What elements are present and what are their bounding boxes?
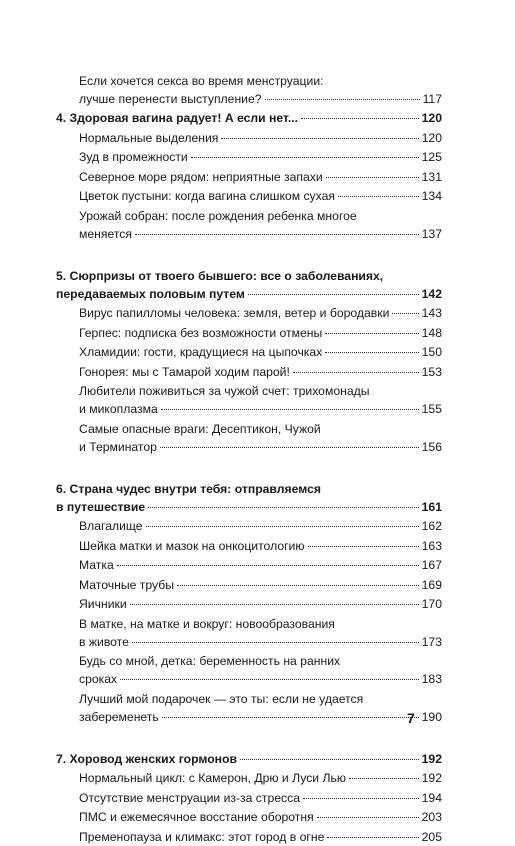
toc-section-entry	[56, 363, 442, 381]
toc-section-entry	[56, 537, 442, 555]
toc-chapter-entry	[56, 750, 442, 768]
toc-entry-title: Маточные трубы	[79, 577, 174, 592]
dot-leader	[338, 196, 419, 197]
toc-page-number: 167	[421, 558, 442, 572]
toc-page-number: 150	[421, 345, 442, 359]
toc-section-entry	[56, 129, 442, 147]
toc-section-entry	[56, 148, 442, 166]
toc-entry-title: Матка	[79, 558, 114, 572]
toc-entry-title: Герпес: подписка без возможности отмены	[79, 325, 323, 340]
toc-entry-title: Цветок пустыни: когда вагина слишком сухая	[79, 189, 335, 203]
toc-entry-title: Гонорея: мы с Тамарой ходим парой!	[79, 364, 290, 379]
toc-entry-row	[79, 363, 442, 381]
toc-entry-title: в животе	[79, 634, 129, 649]
toc-page-number: 161	[421, 499, 442, 514]
dot-leader	[248, 294, 419, 295]
toc-entry-title: Вирус папилломы человека: земля, ветер и бородавки	[79, 306, 390, 320]
toc-page-number: 192	[421, 751, 442, 766]
toc-section-entry	[56, 382, 442, 418]
toc-entry-title-line: Будь со мной, детка: беременность на ранних	[79, 654, 341, 668]
dot-leader	[325, 333, 418, 334]
dot-leader	[308, 546, 419, 547]
toc-entry-title-line: В матке, на матке и вокруг: новообразования	[79, 616, 335, 631]
toc-page-number: 163	[421, 538, 442, 553]
toc-entry-row	[79, 556, 442, 574]
dot-leader	[293, 372, 419, 373]
toc-page-number: 131	[421, 169, 442, 184]
table-of-contents	[56, 70, 442, 846]
toc-entry-row	[79, 324, 442, 342]
toc-section-entry	[56, 828, 442, 846]
toc-page-number: 162	[421, 519, 442, 533]
toc-entry-title: Шейка матки и мазок на онкоцитологию	[79, 538, 305, 553]
toc-entry-title: Зуд в промежности	[79, 150, 188, 164]
toc-page-number: 120	[421, 130, 442, 145]
toc-section-entry	[56, 420, 442, 456]
toc-entry-title: передаваемых половым путем	[56, 286, 245, 301]
dot-leader	[191, 157, 419, 158]
toc-section-entry	[56, 576, 442, 594]
toc-entry-row	[79, 595, 442, 613]
toc-entry-title-line: Лучший мой подарочек — это ты: если не удается	[79, 691, 364, 706]
toc-section-entry	[56, 615, 442, 651]
dot-leader	[160, 447, 419, 448]
toc-page-number: 143	[421, 306, 442, 320]
toc-entry-title-line: Урожай собран: после рождения ребенка многое	[79, 208, 357, 223]
toc-section-entry	[56, 72, 442, 108]
dot-leader	[325, 352, 418, 353]
toc-entry-title: ПМС и ежемесячное восстание оборотня	[79, 810, 314, 824]
toc-page-number: 169	[421, 577, 442, 592]
toc-entry-title: лучше перенести выступление?	[79, 91, 262, 106]
dot-leader	[326, 177, 419, 178]
dot-leader	[148, 507, 418, 508]
dot-leader	[130, 604, 419, 605]
toc-entry-title: и микоплазма	[79, 402, 158, 416]
toc-entry-row	[79, 808, 442, 826]
toc-entry-title: и Терминатор	[79, 439, 157, 454]
toc-page-number: 148	[421, 325, 442, 340]
toc-page-number: 120	[421, 111, 442, 125]
toc-entry-row	[79, 343, 442, 361]
dot-leader	[392, 313, 418, 314]
toc-page-number: 183	[421, 672, 442, 686]
toc-entry-row	[56, 285, 442, 303]
toc-entry-title: Влагалище	[79, 519, 143, 533]
toc-entry-row	[79, 537, 442, 555]
toc-entry-row	[79, 129, 442, 147]
dot-leader	[162, 717, 419, 718]
toc-page-number: 170	[421, 597, 442, 611]
toc-entry-title: Хламидии: гости, крадущиеся на цыпочках	[79, 345, 323, 359]
toc-page-number: 173	[421, 634, 442, 649]
toc-entry-title: сроках	[79, 672, 118, 686]
toc-entry-row	[79, 90, 442, 108]
toc-section-entry	[56, 556, 442, 574]
dot-leader	[349, 778, 419, 779]
toc-entry-row	[56, 498, 442, 516]
toc-entry-row	[79, 168, 442, 186]
toc-entry-row	[79, 438, 442, 456]
dot-leader	[301, 118, 419, 119]
toc-page-number: 205	[421, 829, 442, 844]
toc-section-entry	[56, 207, 442, 243]
toc-page-number: 203	[421, 810, 442, 824]
toc-page-number: 192	[421, 771, 442, 785]
toc-entry-title: 7. Хоровод женских гормонов	[56, 751, 237, 766]
toc-section-entry	[56, 324, 442, 342]
toc-page-number: 125	[421, 150, 442, 164]
dot-leader	[177, 585, 419, 586]
toc-entry-row	[79, 148, 442, 166]
toc-section-entry	[56, 789, 442, 807]
toc-entry-row	[79, 828, 442, 846]
toc-section-entry	[56, 187, 442, 205]
dot-leader	[120, 679, 419, 680]
toc-entry-title-line: 6. Страна чудес внутри тебя: отправляемся	[56, 481, 321, 496]
toc-entry-title: Нормальный цикл: с Камерон, Дрю и Луси Лью	[79, 771, 346, 785]
toc-section-entry	[56, 343, 442, 361]
dot-leader	[317, 817, 419, 818]
toc-page-number: 117	[422, 91, 442, 106]
toc-entry-row	[79, 304, 442, 322]
toc-entry-row	[79, 225, 442, 243]
dot-leader	[303, 798, 419, 799]
toc-entry-title: в путешествие	[56, 499, 146, 514]
dot-leader	[161, 409, 419, 410]
toc-entry-title: Яичники	[79, 597, 127, 611]
toc-entry-row	[79, 517, 442, 535]
toc-section-entry	[56, 517, 442, 535]
dot-leader	[132, 642, 419, 643]
toc-entry-title: 4. Здоровая вагина радует! А если нет...	[56, 111, 299, 125]
toc-section-entry	[56, 690, 442, 726]
toc-entry-row	[56, 109, 442, 127]
toc-chapter-entry	[56, 480, 442, 516]
toc-entry-title: Пременопауза и климакс: этот город в огне	[79, 829, 325, 844]
toc-page-number: 153	[421, 364, 442, 379]
toc-entry-row	[79, 633, 442, 651]
dot-leader	[221, 138, 418, 139]
toc-entry-row	[79, 708, 442, 726]
toc-entry-title-line: 5. Сюрпризы от твоего бывшего: все о заболеваниях,	[56, 268, 384, 283]
toc-entry-row	[79, 187, 442, 205]
toc-entry-row	[79, 769, 442, 787]
dot-leader	[327, 837, 418, 838]
dot-leader	[135, 234, 419, 235]
dot-leader	[265, 99, 420, 100]
toc-page-number: 194	[421, 790, 442, 805]
toc-entry-title: меняется	[79, 226, 132, 241]
toc-entry-row	[56, 750, 442, 768]
toc-chapter-entry	[56, 109, 442, 127]
toc-page-number: 156	[421, 439, 442, 454]
toc-section-entry	[56, 304, 442, 322]
toc-entry-title: Отсутствие менструации из-за стресса	[79, 790, 301, 805]
toc-entry-title-line: Любители поживиться за чужой счет: трихомонады	[79, 384, 370, 398]
toc-page-number: 155	[421, 402, 442, 416]
dot-leader	[240, 759, 419, 760]
toc-section-entry	[56, 168, 442, 186]
page-number: 7	[407, 710, 415, 726]
dot-leader	[146, 526, 419, 527]
toc-entry-title-line: Если хочется секса во время менструации:	[79, 73, 324, 88]
toc-page-number: 137	[421, 226, 442, 241]
toc-entry-title: Северное море рядом: неприятные запахи	[79, 169, 323, 184]
toc-chapter-entry	[56, 267, 442, 303]
toc-entry-row	[79, 789, 442, 807]
toc-section-entry	[56, 769, 442, 787]
toc-section-entry	[56, 808, 442, 826]
toc-page-number: 134	[421, 189, 442, 203]
toc-section-entry	[56, 652, 442, 688]
toc-entry-title-line: Самые опасные враги: Десептикон, Чужой	[79, 421, 321, 436]
toc-section-entry	[56, 595, 442, 613]
toc-page-number: 142	[421, 286, 442, 301]
toc-entry-row	[79, 576, 442, 594]
toc-entry-row	[79, 400, 442, 418]
dot-leader	[117, 565, 419, 566]
toc-entry-row	[79, 670, 442, 688]
toc-entry-title: Нормальные выделения	[79, 130, 219, 145]
toc-page-number: 190	[421, 709, 442, 724]
toc-entry-title: забеременеть	[79, 709, 159, 724]
